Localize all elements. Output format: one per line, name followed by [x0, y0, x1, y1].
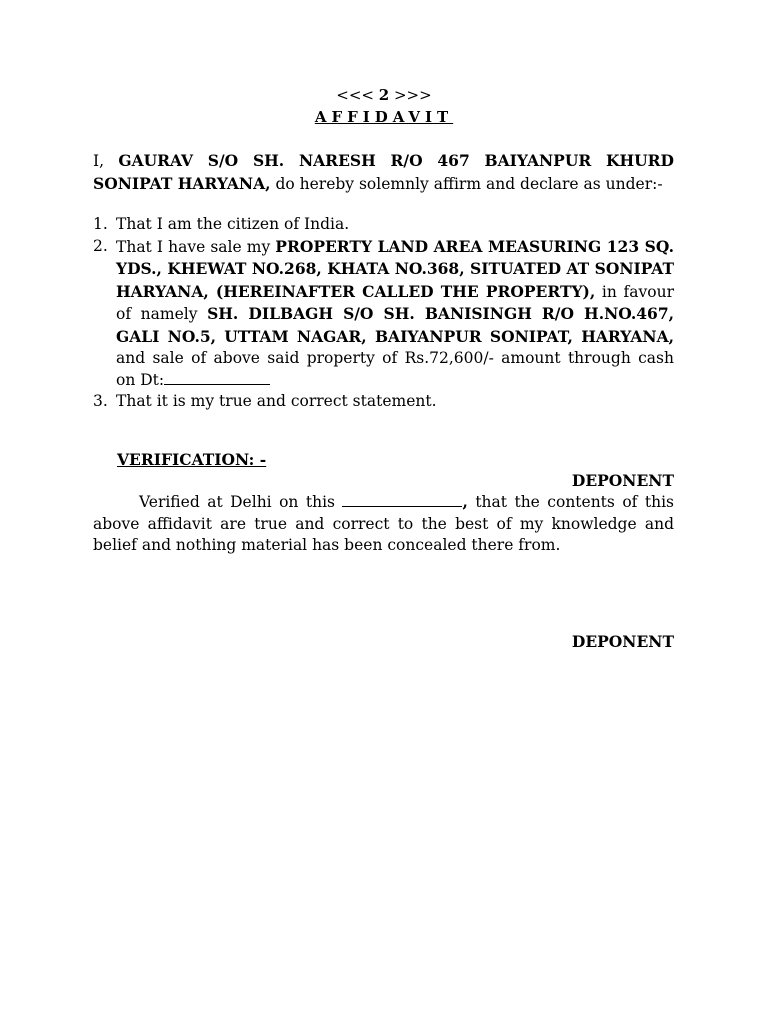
item-text: That I am the citizen of India.	[116, 215, 350, 233]
page-number	[0, 86, 768, 104]
list-item	[93, 214, 674, 236]
list-item	[93, 236, 674, 392]
item-text: That it is my true and correct statement.	[116, 392, 437, 410]
item-number: 2.	[93, 236, 108, 255]
item-number: 1.	[93, 215, 108, 233]
item-text-b: in favour of namely	[116, 282, 674, 323]
list-item	[93, 391, 674, 413]
verification-text	[93, 491, 674, 557]
verification-comma: ,	[462, 492, 468, 511]
deponent-label-top: DEPONENT	[571, 471, 674, 490]
intro-lead: I,	[93, 152, 119, 170]
verification-heading: VERIFICATION: -	[117, 450, 267, 469]
verification-text-a: Verified at Delhi on this	[139, 493, 343, 511]
page-number-value: 2	[378, 86, 390, 104]
date-blank-line	[164, 372, 270, 385]
buyer-details: SH. DILBAGH S/O SH. BANISINGH R/O H.NO.467, GALI NO.5, UTTAM NAGAR, BAIYANPUR SONIPAT, HARYANA,	[116, 304, 674, 346]
verification-date-blank-line	[342, 494, 462, 507]
item-text-a: That I have sale my	[116, 237, 276, 256]
declarant-details: GAURAV S/O SH. NARESH R/O 467 BAIYANPUR KHURD SONIPAT HARYANA,	[93, 151, 674, 193]
declaration-list	[93, 214, 674, 413]
page-number-prefix: <<<	[336, 86, 379, 104]
document-title: AFFIDAVIT	[314, 108, 454, 126]
declaration-intro	[93, 150, 674, 195]
property-details: PROPERTY LAND AREA MEASURING 123 SQ. YDS., KHEWAT NO.268, KHATA NO.368, SITUATED AT SONIPAT HARYANA, (HEREINAFTER CALLED THE PROPERTY),	[116, 236, 675, 301]
deponent-label-bottom: DEPONENT	[571, 632, 674, 651]
verification-text-b: that the contents of this above affidavit are true and correct to the best of my knowledge and belief and nothing material has been concealed there from.	[93, 493, 674, 554]
page-number-suffix: >>>	[389, 86, 432, 104]
item-text-c: and sale of above said property of Rs.72,600/- amount through cash on Dt:	[116, 349, 674, 389]
intro-rest: do hereby solemnly affirm and declare as under:-	[270, 174, 663, 193]
item-number: 3.	[93, 392, 108, 410]
